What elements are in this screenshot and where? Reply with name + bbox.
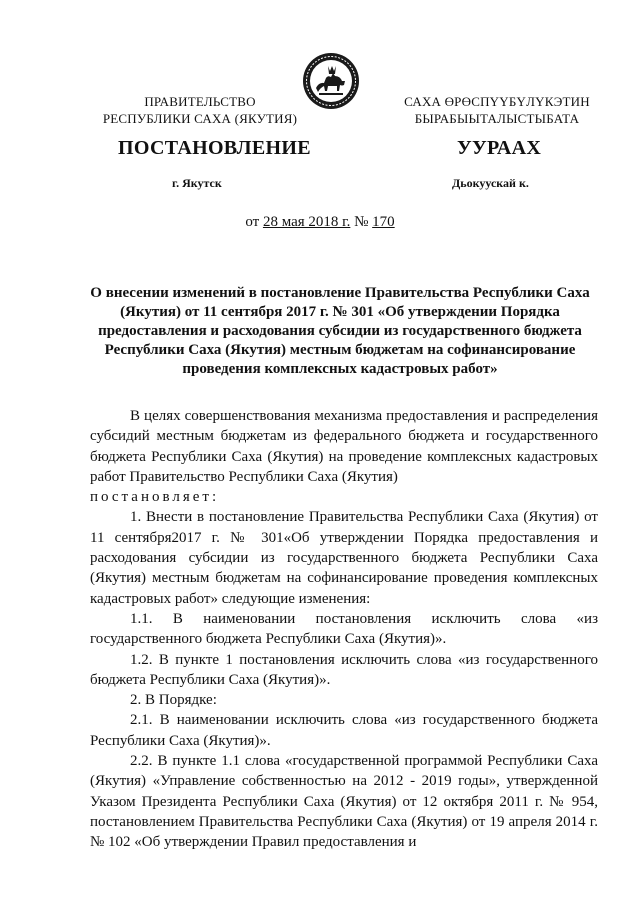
document-title: О внесении изменений в постановление Правительства Республики Саха (Якутия) от 11 сентября 2017 г. № 301 «Об утверждении Порядка предоставления и расходования субсидии из государственного бюджета Республики Саха (Якутия) местным бюджетам на софинансирование проведения комплексных кадастровых работ» bbox=[90, 285, 590, 377]
paragraph-2-1: 2.1. В наименовании исключить слова «из государственного бюджета Республики Саха (Якутия)». bbox=[90, 712, 598, 749]
document-number: 170 bbox=[372, 214, 395, 230]
gov-name-line-1: ПРАВИТЕЛЬСТВО bbox=[144, 94, 256, 109]
government-name-yakut bbox=[382, 93, 612, 127]
document-type-russian: ПОСТАНОВЛЕНИЕ bbox=[118, 137, 311, 159]
date-prefix: от bbox=[245, 214, 263, 230]
paragraph-1-1: 1.1. В наименовании постановления исключить слова «из государственного бюджета Республики Саха (Якутия)». bbox=[90, 610, 598, 648]
gov-name-yakut-line-2: БЫРАБЫЫТАЛЫСТЫБАТА bbox=[414, 111, 580, 126]
government-name-russian bbox=[90, 93, 310, 127]
paragraph-2-2: 2.2. В пункте 1.1 слова «государственной программой Республики Саха (Якутия) «Управление собственностью на 2012 - 2019 годы», утвержденной Указом Президента Республики Саха (Якутия) от 12 октября 2011 г. № 954, постановлением Правительства Республики Саха (Якутия) от 19 апреля 2014 г. № 102 «Об утверждении Правил предоставления и bbox=[90, 753, 598, 851]
city-russian: г. Якутск bbox=[172, 176, 222, 190]
paragraph-1: 1. Внести в постановление Правительства Республики Саха (Якутия) от 11 сентября2017 г. № 301«Об утверждении Порядка предоставления и расходования субсидии из государственного бюджета Республики Саха (Якутия) местным бюджетам на софинансирование проведения комплексных кадастровых работ» следующие изменения: bbox=[90, 509, 598, 607]
city-yakut: Дьокуускай к. bbox=[452, 176, 529, 190]
coat-of-arms-emblem bbox=[302, 52, 360, 110]
document-body bbox=[90, 406, 598, 853]
number-prefix: № bbox=[350, 214, 373, 230]
document-date-number bbox=[0, 214, 640, 231]
document-type-yakut: УУРААХ bbox=[457, 137, 542, 159]
document-date: 28 мая 2018 г. bbox=[262, 214, 351, 230]
gov-name-line-2: РЕСПУБЛИКИ САХА (ЯКУТИЯ) bbox=[102, 111, 298, 126]
resolves-word: постановляет: bbox=[90, 489, 220, 506]
preamble-paragraph: В целях совершенствования механизма предоставления и распределения субсидий местным бюджетам из федерального бюджета и государственного бюджета Республики Саха (Якутия) на проведение комплексных кадастровых работ Правительство Республики Саха (Якутия) bbox=[90, 408, 598, 485]
paragraph-1-2: 1.2. В пункте 1 постановления исключить слова «из государственного бюджета Республики Саха (Якутия)». bbox=[90, 651, 598, 688]
gov-name-yakut-line-1: САХА ӨРӨСПҮҮБҮЛҮКЭТИН bbox=[404, 94, 590, 109]
paragraph-2: 2. В Порядке: bbox=[130, 692, 217, 709]
